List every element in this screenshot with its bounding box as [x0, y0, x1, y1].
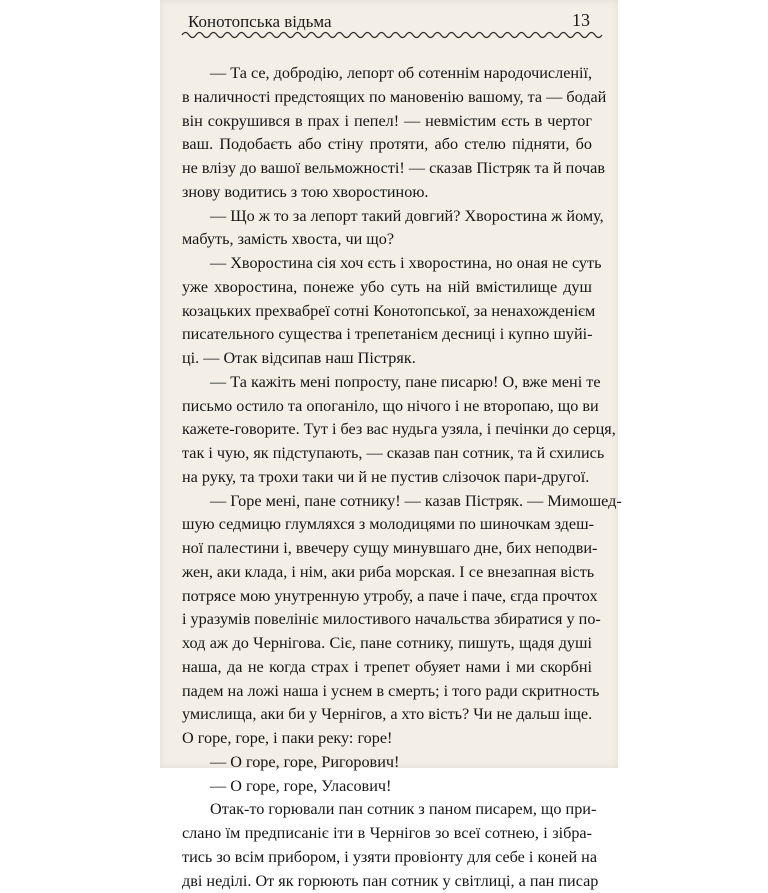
text-line: — Горе мені, пане сотнику! — казав Пістряк. — Мимошед- [182, 490, 592, 514]
text-line: ної палестини і, ввечеру сущу минувшаго дне, бих неподви- [182, 537, 592, 561]
text-line: ход аж до Чернігова. Сіє, пане сотнику, пишуть, щадя душі [182, 632, 592, 656]
text-line: знову водитись з тою хворостиною. [182, 181, 592, 205]
book-title: Конотопська відьма [188, 12, 332, 32]
text-line: писательного существа і трепетанієм десниці і купно шуйі- [182, 323, 592, 347]
body-text [182, 62, 592, 893]
text-line: на руку, та трохи таки чи й не пустив слізочок пари-другої. [182, 466, 592, 490]
text-line: він сокрушився в прах і пепел! — невмістим єсть в чертог [182, 110, 592, 134]
text-line: письмо остило та опоганіло, що нічого і не второпаю, що ви [182, 395, 592, 419]
text-line: шую седмицю глумляхся з молодицями по шиночкам здеш- [182, 513, 592, 537]
text-line: ваш. Подобаєть або стіну протяти, або стелю підняти, бо [182, 133, 592, 157]
text-line: так і чую, як підступають, — сказав пан сотник, та й схились [182, 442, 592, 466]
text-line: — О горе, горе, Ригорович! [182, 751, 592, 775]
text-line: мабуть, замість хвоста, чи що? [182, 228, 592, 252]
wavy-rule-divider [182, 28, 596, 42]
text-line: наша, да не когда страх і трепет обуяет нами і ми скорбні [182, 656, 592, 680]
text-line: жен, аки клада, і нім, аки риба морская. І се внезапная вість [182, 561, 592, 585]
text-line: — Що ж то за лепорт такий довгий? Хворостина ж йому, [182, 205, 592, 229]
text-line: потрясе мою унутренную утробу, а паче і паче, єгда прочтох [182, 585, 592, 609]
text-line: — Та кажіть мені попросту, пане писарю! О, вже мені те [182, 371, 592, 395]
text-line: О горе, горе, і паки реку: горе! [182, 727, 592, 751]
text-line: — О горе, горе, Уласович! [182, 775, 592, 799]
text-line: дві неділі. От як горюють пан сотник у світлиці, а пан писар [182, 870, 592, 893]
text-line: слано їм предписаніє іти в Чернігов зо всеї сотнею, і зібра- [182, 822, 592, 846]
text-line: падем на ложі наша і уснем в смерть; і того ради скритность [182, 680, 592, 704]
text-line: умислища, аки би у Чернігов, а хто вість? Чи не дальш іще. [182, 703, 592, 727]
text-line: не влізу до вашої вельможності! — сказав Пістряк та й почав [182, 157, 592, 181]
text-line: і уразумів повелініє милостивого начальства збиратися у по- [182, 608, 592, 632]
text-line: козацьких прехвабреї сотні Конотопської, за ненахожденієм [182, 300, 592, 324]
text-line: уже хворостина, понеже убо суть на ній вмістилище душ [182, 276, 592, 300]
text-line: — Хворостина сія хоч єсть і хворостина, но оная не суть [182, 252, 592, 276]
text-line: тись зо всім прибором, і узяти провіонту для себе і коней на [182, 846, 592, 870]
text-line: Отак-то горювали пан сотник з паном писарем, що при- [182, 798, 592, 822]
page-number: 13 [572, 10, 590, 31]
text-line: ці. — Отак відсипав наш Пістряк. [182, 347, 592, 371]
book-page [160, 0, 618, 768]
text-line: в наличності предстоящих по мановенію вашому, та — бодай [182, 86, 592, 110]
text-line: — Та се, добродію, лепорт об сотеннім народочисленії, [182, 62, 592, 86]
text-line: кажете-говорите. Тут і без вас нудьга узяла, і печінки до серця, [182, 418, 592, 442]
